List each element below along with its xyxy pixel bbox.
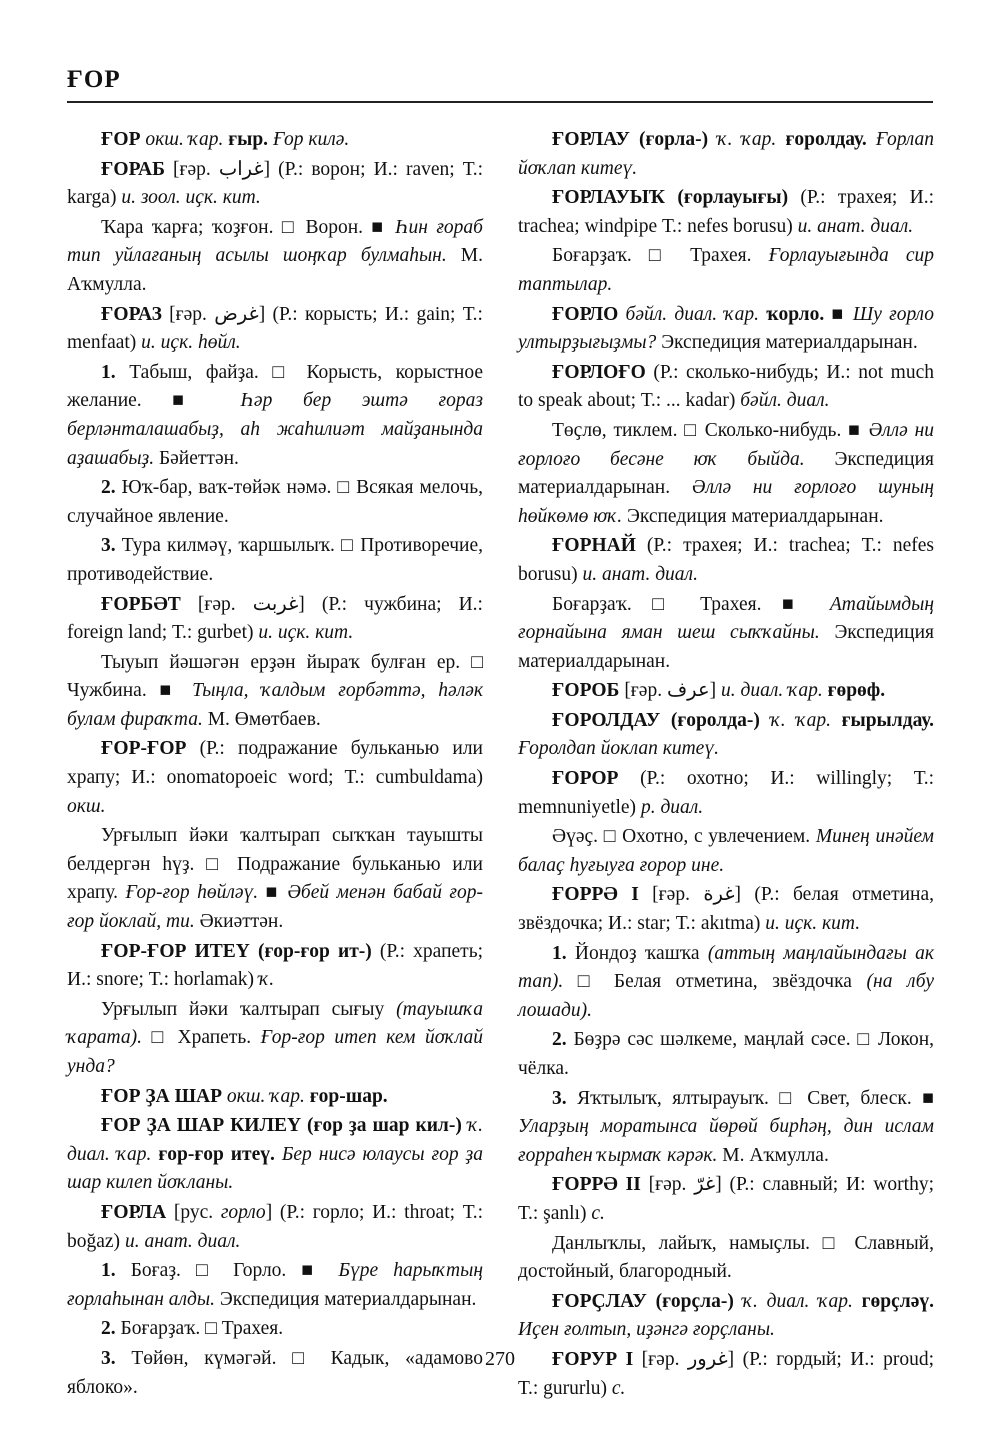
italic-text: ҡ. ҡар. xyxy=(770,709,842,731)
italic-text: ҡ. xyxy=(258,969,275,991)
entry-paragraph xyxy=(67,214,483,300)
body-text: Төйөн, күмәгәй. □ Кадык, «адамово яблоко». xyxy=(67,1347,484,1398)
entry-paragraph xyxy=(518,184,934,241)
headword-text: гөрҫләү. xyxy=(861,1290,934,1312)
italic-text: Әллә ни ғорлоғо шуның һөйкөмө юҡ. xyxy=(518,477,934,527)
headword-text: ҒОР xyxy=(101,129,146,150)
italic-text: Минең инәйем балаҫ һуғыуға ғорор ине. xyxy=(518,826,934,876)
italic-text: Һәр бер эштә ғораз берләнталашабыҙ, аһ жаһилиәт майҙанында аҙашабыҙ. xyxy=(67,390,484,469)
entry-paragraph xyxy=(67,126,483,155)
body-text: Йондоҙ ҡашҡа xyxy=(574,942,708,964)
italic-text: окш. ҡар. xyxy=(145,129,229,150)
headword-text: ҒОРЛО xyxy=(552,303,626,325)
headword-text: ҒОР-ҒОР xyxy=(101,738,200,760)
body-text: □ Белая отметина, звёздочка xyxy=(563,971,867,993)
body-text: (Р.: подражание бульканью или храпу; И.: onomatopoeic word; Т.: cumbuldama) xyxy=(67,738,483,789)
italic-text: с. xyxy=(611,1377,626,1399)
body-text: (Р.: сколько-нибудь; И.: not much to speak about; Т.: ... kadar) xyxy=(518,361,934,412)
italic-text: и. диал. ҡар. xyxy=(720,680,828,702)
entry-paragraph xyxy=(67,822,483,936)
right-column xyxy=(518,126,934,1404)
headword-text: ҒОР ҘА ШАР xyxy=(101,1085,227,1107)
body-text: Төҫлө, тиклем. □ Сколько-нибудь. ■ xyxy=(552,419,869,441)
italic-text: Иҫен ғолтып, иҙәнгә ғорҫланы. xyxy=(518,1319,775,1341)
entry-paragraph xyxy=(518,940,934,1026)
italic-text: (аттың маңлайындағы ак тап). xyxy=(518,942,935,993)
headword-text: ҒОРЛАУ (ғорла-) xyxy=(552,129,718,150)
headword-text: ҒОРОБ xyxy=(552,680,625,702)
headword-text: ҡорло. xyxy=(766,303,832,325)
entry-paragraph xyxy=(67,532,483,589)
body-text: ] (Р.: горло; И.: throat; Т.: boğaz) xyxy=(67,1201,483,1252)
headword-text: ҒОРЛАУЫҠ (ғорлауығы) xyxy=(552,187,801,209)
body-text: Тура килмәү, ҡаршылыҡ. □ Противоречие, противодействие. xyxy=(67,535,483,585)
entry-paragraph xyxy=(518,765,934,822)
entry-paragraph xyxy=(518,1171,934,1228)
italic-text: ҡ. ҡар. xyxy=(717,129,786,150)
entry-paragraph xyxy=(67,1315,483,1344)
entry-paragraph xyxy=(67,359,483,473)
body-text: Боғарҙаҡ. □ Трахея. ■ xyxy=(552,593,830,615)
italic-text: и. иҫк. кит. xyxy=(258,622,354,644)
entry-paragraph xyxy=(518,1026,934,1083)
entry-paragraph xyxy=(518,532,934,589)
italic-text: и. анат. диал. xyxy=(582,563,698,585)
body-text: Боғарҙаҡ. □ Трахея. xyxy=(552,245,769,267)
body-text: [ғәр. غرة] (Р.: белая отметина, звёздочка; И.: star; Т.: akıtma) xyxy=(518,884,934,935)
headword-text: ҒОРАЗ xyxy=(101,303,170,325)
body-text: Бәйеттән. xyxy=(154,447,239,469)
entry-paragraph xyxy=(518,881,934,938)
italic-text: с. xyxy=(591,1202,605,1224)
italic-text: Уларҙың моратынса йөрөй бирһәң, дин ислам ғорраһен ҡырмаҡ кәрәк. xyxy=(518,1116,934,1166)
headword-text: ғөрөф. xyxy=(827,680,886,702)
entry-paragraph xyxy=(67,1199,483,1256)
body-text: М. Аҡмулла. xyxy=(67,245,483,295)
headword-text: ғырылдау. xyxy=(841,709,934,731)
headword-text: ҒОРРӘ II xyxy=(552,1174,649,1196)
entry-paragraph xyxy=(67,649,483,735)
body-text: [ғәр. غرض] (Р.: корысть; И.: gain; Т.: menfaat) xyxy=(67,303,483,354)
italic-text: Бүре һарыҡтың ғорлаһынан алды. xyxy=(67,1260,483,1310)
entry-paragraph xyxy=(518,707,934,764)
left-column xyxy=(67,126,483,1403)
entry-paragraph xyxy=(67,735,483,821)
italic-text: Ғоролдап йоклап китеү. xyxy=(518,738,719,760)
italic-text: окш. ҡар. xyxy=(226,1085,310,1107)
entry-paragraph xyxy=(518,126,934,183)
body-text: Әкиәттән. xyxy=(194,911,284,933)
body-text: Урғылып йәки ҡалтырап сыҡҡан тауышты белдергән һүҙ. □ Подражание бульканью или храпу. xyxy=(67,825,483,904)
headword-text: ғоролдау. xyxy=(785,129,876,150)
body-text: [ғәр. غربت] (Р.: чужбина; И.: foreign land; Т.: gurbet) xyxy=(67,593,483,644)
body-text: Данлыҡлы, лайыҡ, намыҫлы. □ Славный, достойный, благородный. xyxy=(518,1232,934,1283)
headword-text: 2. xyxy=(101,1318,121,1340)
entry-paragraph xyxy=(518,1230,934,1287)
body-text: [ғәр. غرّ] (Р.: славный; И: worthy; Т.: şanlı) xyxy=(518,1174,935,1224)
body-text: [ғәр. عرف] xyxy=(624,680,721,702)
headword-text: ғор-ғор итеү. xyxy=(158,1143,282,1165)
headword-text: 2. xyxy=(552,1029,574,1051)
italic-text: Ғорлап йоҡлап китеү. xyxy=(518,129,934,179)
body-text: (Р.: трахея; И.: trachea; windpipe Т.: nefes borusu) xyxy=(518,187,934,237)
headword-text: ҒОРНАЙ xyxy=(552,535,647,557)
entry-paragraph xyxy=(518,1085,934,1171)
italic-text: Ғорлауығында сир таптылар. xyxy=(518,245,934,295)
italic-text: горло xyxy=(220,1201,266,1223)
body-text: Экспедиция материалдарынан. xyxy=(622,505,884,527)
body-text: (Р.: трахея; И.: trachea; Т.: nefes borusu) xyxy=(518,535,935,585)
italic-text: ҡ. диал. ҡар. xyxy=(742,1290,862,1312)
italic-text: и. иҫк. кит. xyxy=(765,913,861,935)
entry-paragraph xyxy=(67,591,483,648)
headword-text: 1. xyxy=(552,942,575,964)
headword-text: ҒОРҪЛАУ (ғорҫла-) xyxy=(552,1290,743,1312)
headword-text: 3. xyxy=(552,1087,578,1109)
italic-text: (тауышҡа ҡарата). xyxy=(67,998,483,1049)
body-text: Экспедиция материалдарынан. xyxy=(518,448,934,499)
italic-text: Әллә ни ғорлоғо бесәне юҡ быйда. xyxy=(518,419,934,470)
body-text: ■ xyxy=(831,303,853,325)
body-text: (Р.: охотно; И.: willingly; Т.: memnuniyetle) xyxy=(518,768,934,818)
running-head: ҒОР xyxy=(67,66,121,93)
body-text: Әүәҫ. □ Охотно, с увлечением. xyxy=(552,826,816,848)
headword-text: ҒОРОЛДАУ (ғоролда-) xyxy=(552,709,771,731)
italic-text: Тыңла, ҡалдым ғорбәттә, һәләк булам фираҡта. xyxy=(67,680,483,730)
headword-text: ғор-шар. xyxy=(309,1085,388,1107)
italic-text: бәйл. диал. ҡар. xyxy=(625,303,767,325)
body-text: Урғылып йәки ҡалтырап сығыу xyxy=(101,998,397,1020)
italic-text: Атайымдың ғорнайына яман шеш сыҡҡайны. xyxy=(518,593,934,644)
entry-paragraph xyxy=(518,1288,934,1345)
body-text: Яҡтылыҡ, ялтырауыҡ. □ Свет, блеск. ■ xyxy=(577,1087,935,1109)
entry-paragraph xyxy=(518,823,934,880)
body-text: М. Өмөтбаев. xyxy=(202,708,321,730)
entry-paragraph xyxy=(518,677,934,706)
headword-text: ҒОРЛОҒО xyxy=(552,361,654,383)
headword-text: ғыр. xyxy=(228,129,273,150)
entry-paragraph xyxy=(67,301,483,358)
body-text: Бөҙрә сәс шәлкеме, маңлай сәсе. □ Локон, чёлка. xyxy=(518,1029,935,1079)
body-text: [ғәр. غرور] (Р.: гордый; И.: proud; Т.: gururlu) xyxy=(518,1348,934,1399)
entry-paragraph xyxy=(67,474,483,531)
italic-text: и. анат. диал. xyxy=(124,1230,241,1252)
entry-paragraph xyxy=(67,1112,483,1198)
entry-paragraph xyxy=(67,156,483,213)
body-text: Экспедиция материалдарынан. xyxy=(214,1288,477,1310)
italic-text: Ғор-ғор һөйләү. xyxy=(125,882,259,904)
headword-text: 1. xyxy=(101,1260,131,1282)
entry-paragraph xyxy=(518,591,934,677)
entry-paragraph xyxy=(518,301,934,358)
headword-text: ҒОРАБ xyxy=(101,158,174,180)
body-text: [ғәр. غراب] (Р.: ворон; И.: raven; Т.: karga) xyxy=(67,158,484,209)
body-text: (Р.: храпеть; И.: snore; Т.: horlamak) xyxy=(67,940,484,991)
headword-text: ҒОР ҘА ШАР КИЛЕҮ (ғор ҙа шар кил-) xyxy=(101,1115,468,1137)
page-number: 270 xyxy=(485,1348,515,1370)
headword-text: ҒОР-ҒОР ИТЕҮ (ғор-ғор ит-) xyxy=(101,940,380,962)
headword-text: ҒОРБӘТ xyxy=(101,593,198,615)
entry-paragraph xyxy=(518,242,934,299)
body-text: М. Аҡмулла. xyxy=(717,1144,829,1166)
italic-text: Һин ғораб тип уйлағаның асылы шоңҡар булмаһын. xyxy=(67,216,483,267)
headword-text: ҒОРУР I xyxy=(552,1348,642,1370)
italic-text: и. зоол. иҫк. кит. xyxy=(121,187,261,209)
entry-paragraph xyxy=(67,996,483,1082)
italic-text: Шу ғорло ултырҙығыҙмы? xyxy=(518,303,934,354)
italic-text: окш. xyxy=(67,795,106,817)
body-text: Табыш, файҙа. □ Корысть, корыстное желание. ■ xyxy=(67,361,484,412)
italic-text: ҡ. диал. ҡар. xyxy=(67,1115,483,1165)
entry-paragraph xyxy=(67,1083,483,1112)
entry-paragraph xyxy=(67,1257,483,1314)
italic-text: и. иҫк. һөйл. xyxy=(141,332,241,354)
headword-text: 3. xyxy=(101,1347,132,1369)
italic-text: Әбей менән бабай ғор-ғор йоклай, ти. xyxy=(67,882,483,933)
italic-text: Бер нисә юлаусы ғор ҙа шар килеп йоҡланы. xyxy=(67,1143,483,1194)
headword-text: 2. xyxy=(101,477,122,499)
entry-paragraph xyxy=(67,938,483,995)
body-text: Юҡ-бар, ваҡ-төйәк нәмә. □ Всякая мелочь, случайное явление. xyxy=(67,477,484,527)
body-text: □ Храпеть. xyxy=(141,1027,261,1049)
body-text: Экспедиция материалдарынан. xyxy=(656,332,918,354)
headword-text: 1. xyxy=(101,361,130,383)
headword-text: ҒОРРӘ I xyxy=(552,884,653,906)
body-text: Боғаҙ. □ Горло. ■ xyxy=(130,1260,339,1282)
body-text: Боғарҙаҡ. □ Трахея. xyxy=(120,1318,284,1340)
body-text: Тыуып йәшәгән ерҙән йыраҡ булған ер. □ Чужбина. ■ xyxy=(67,651,483,702)
body-text: Экспедиция материалдарынан. xyxy=(518,622,934,672)
entry-paragraph xyxy=(518,359,934,416)
body-text: ■ xyxy=(258,882,288,904)
italic-text: Ғор-ғор итеп кем йоҡлай унда? xyxy=(67,1027,483,1077)
italic-text: (на лбу лошади). xyxy=(518,971,934,1021)
italic-text: р. диал. xyxy=(640,796,704,818)
italic-text: бәйл. диал. xyxy=(740,390,830,412)
headword-text: ҒОРОР xyxy=(552,768,641,790)
entry-paragraph xyxy=(518,417,934,531)
headword-text: 3. xyxy=(101,535,122,557)
italic-text: Ғор килә. xyxy=(272,129,350,150)
header-rule xyxy=(67,101,933,103)
body-text: Ҡара ҡарға; ҡоҙғон. □ Ворон. ■ xyxy=(101,216,396,238)
italic-text: и. анат. диал. xyxy=(797,215,914,237)
headword-text: ҒОРЛА xyxy=(101,1201,174,1223)
body-text: [рус. xyxy=(173,1201,221,1223)
